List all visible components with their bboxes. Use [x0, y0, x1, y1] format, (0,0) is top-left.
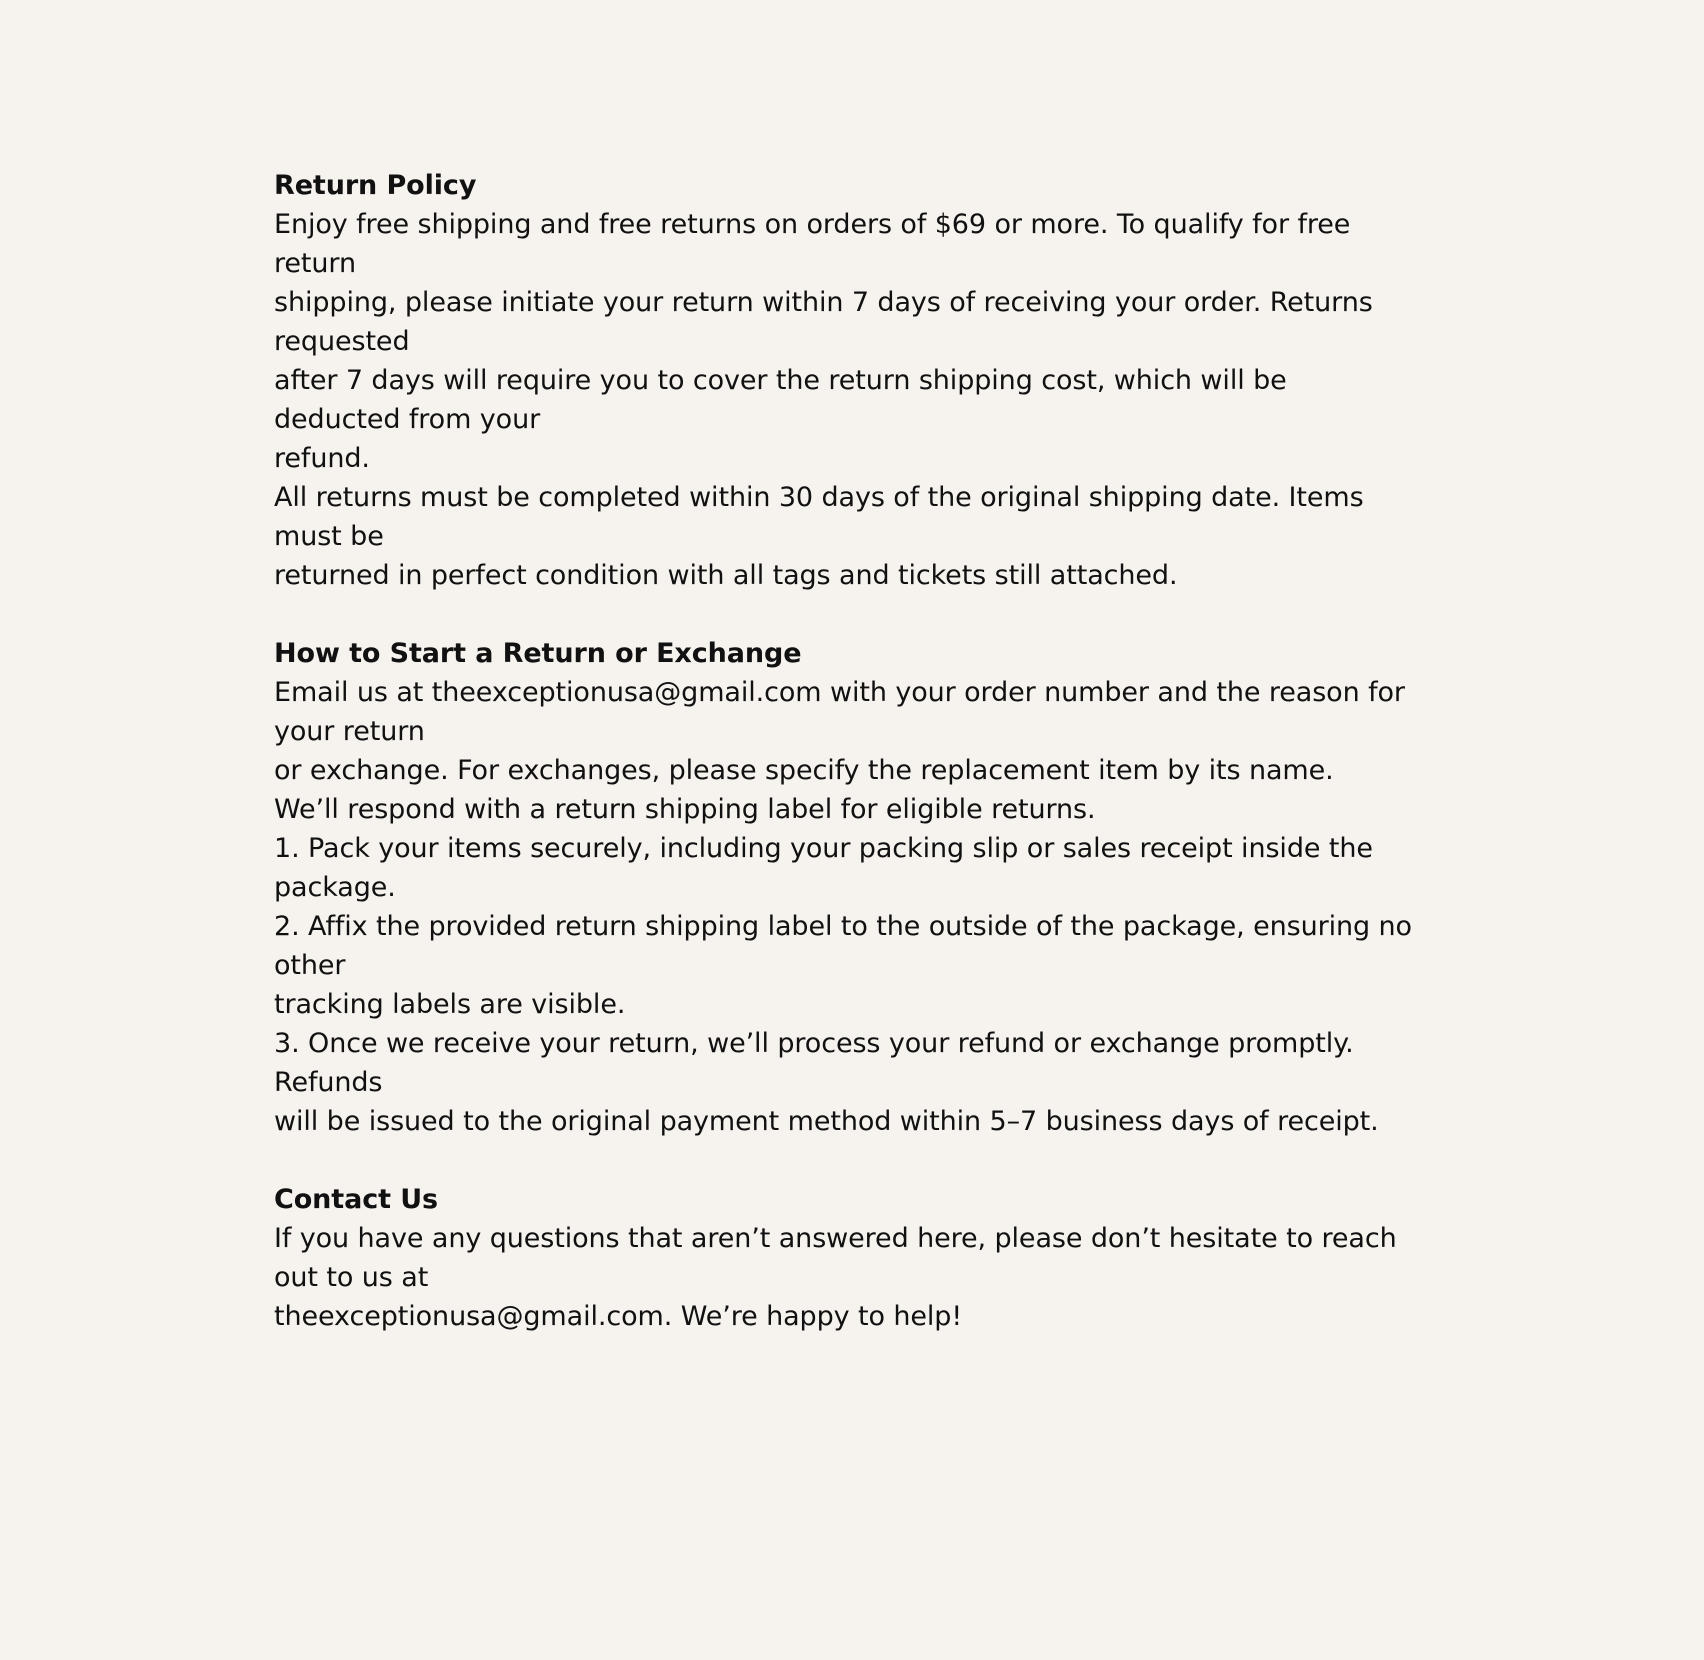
return-policy-line: Enjoy free shipping and free returns on orders of $69 or more. To qualify for free [274, 209, 1351, 240]
how-to-return-line: 3. Once we receive your return, we’ll process your refund or exchange promptly. [274, 1028, 1354, 1059]
return-policy-line: return [274, 248, 356, 279]
how-to-return-line: other [274, 950, 346, 981]
contact-line: theexceptionusa@gmail.com. We’re happy to help! [274, 1301, 963, 1332]
return-policy-heading: Return Policy [274, 170, 477, 201]
return-policy-line: returned in perfect condition with all tags and tickets still attached. [274, 560, 1178, 591]
how-to-return-line: 2. Affix the provided return shipping label to the outside of the package, ensuring no [274, 911, 1412, 942]
return-policy-line: after 7 days will require you to cover the return shipping cost, which will be [274, 365, 1287, 396]
return-policy-line: shipping, please initiate your return within 7 days of receiving your order. Returns [274, 287, 1373, 318]
how-to-return-line: will be issued to the original payment method within 5–7 business days of receipt. [274, 1106, 1379, 1137]
how-to-return-line: your return [274, 716, 425, 747]
how-to-return-heading: How to Start a Return or Exchange [274, 638, 802, 669]
how-to-return-line: 1. Pack your items securely, including your packing slip or sales receipt inside the [274, 833, 1373, 864]
how-to-return-line: or exchange. For exchanges, please specify the replacement item by its name. [274, 755, 1334, 786]
return-policy-line: refund. [274, 443, 370, 474]
policy-document [274, 166, 1434, 1336]
how-to-return-line: tracking labels are visible. [274, 989, 626, 1020]
how-to-return-line: package. [274, 872, 396, 903]
return-policy-line: must be [274, 521, 384, 552]
how-to-return-line: We’ll respond with a return shipping label for eligible returns. [274, 794, 1096, 825]
contact-heading: Contact Us [274, 1184, 439, 1215]
contact-line: out to us at [274, 1262, 429, 1293]
contact-line: If you have any questions that aren’t answered here, please don’t hesitate to reach [274, 1223, 1397, 1254]
how-to-return-line: Email us at theexceptionusa@gmail.com with your order number and the reason for [274, 677, 1405, 708]
section-spacer [274, 595, 1434, 634]
section-spacer [274, 1141, 1434, 1180]
return-policy-line: requested [274, 326, 410, 357]
how-to-return-line: Refunds [274, 1067, 383, 1098]
return-policy-line: deducted from your [274, 404, 541, 435]
return-policy-line: All returns must be completed within 30 days of the original shipping date. Items [274, 482, 1364, 513]
